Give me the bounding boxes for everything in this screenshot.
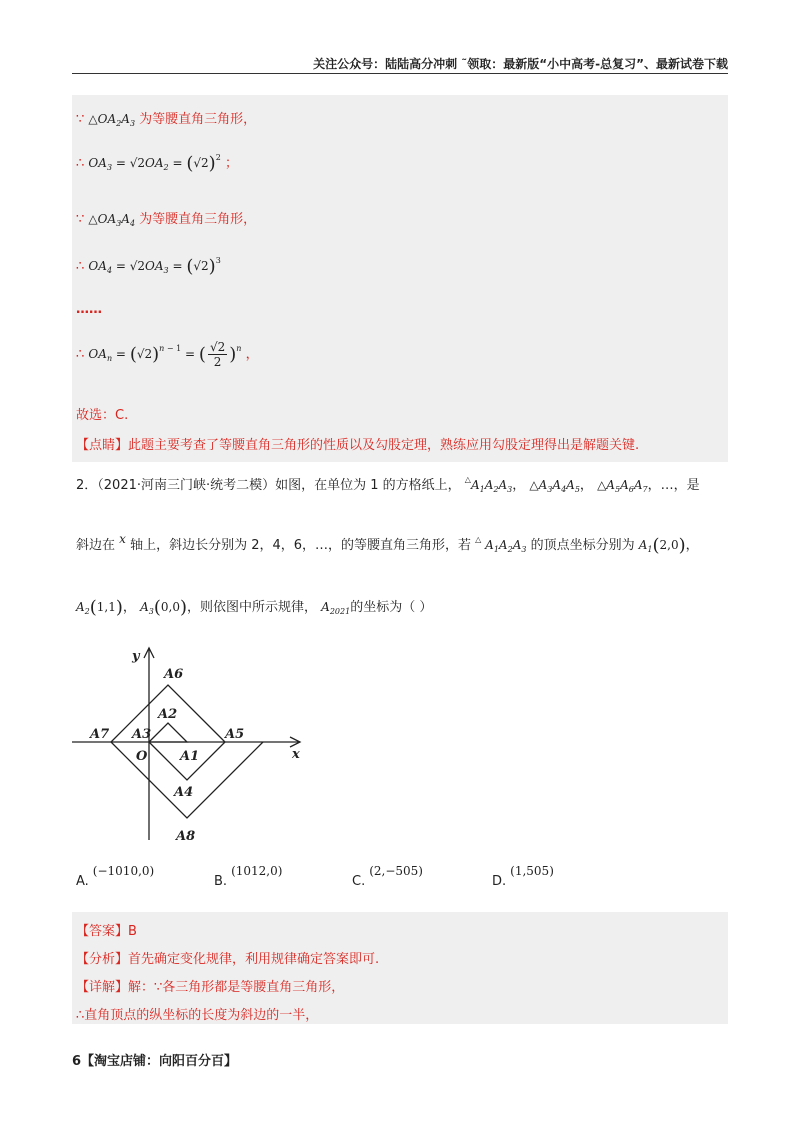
option-a-letter: A. xyxy=(76,874,89,889)
solution-line-5 xyxy=(76,340,259,369)
coordinate-figure xyxy=(60,640,320,855)
triangle-a5a6a7: $\triangle A_5A_6A_7$ xyxy=(597,478,648,494)
label-a8: A8 xyxy=(176,829,196,844)
isosceles-right-text-1: 为等腰直角三角形， xyxy=(139,112,257,127)
detail-line-2: ∴直角顶点的纵坐标的长度为斜边的一半， xyxy=(76,1008,319,1023)
equation-oa3: $OA_3 = √2OA_2 = (√2)^2$ xyxy=(88,153,221,174)
option-b-value: (1012,0) xyxy=(231,864,283,878)
x-axis-symbol: x xyxy=(119,532,126,546)
detail-line xyxy=(76,976,344,995)
label-x: x xyxy=(292,747,300,762)
label-a2: A2 xyxy=(158,707,178,722)
page-footer: 6【淘宝店铺：向阳百分百】 xyxy=(72,1054,238,1069)
because-symbol: ∵ xyxy=(76,112,85,127)
analysis-label: 【分析】 xyxy=(76,952,129,967)
label-a4: A4 xyxy=(174,785,194,800)
option-b xyxy=(214,864,283,889)
label-a5: A5 xyxy=(225,727,245,742)
label-y: y xyxy=(132,649,140,664)
question-line-1: 2．（2021·河南三门峡·统考二模）如图，在单位为 1 的方格纸上， $^\triangle A_1A_2A_3$， $\triangle A_3A_4A_5$， $\triangle A_5A_6A_7$，…，是 xyxy=(76,475,700,494)
option-d xyxy=(492,864,554,889)
answer-value: B xyxy=(128,924,137,939)
analysis-body: 首先确定变化规律，利用规律确定答案即可. xyxy=(128,952,380,967)
detail-body: 解：∵各三角形都是等腰直角三角形， xyxy=(128,980,345,995)
triangle-oa3a4: $\triangle OA_3A_4$ xyxy=(88,212,136,228)
question-intro: 2．（2021·河南三门峡·统考二模）如图，在单位为 1 的方格纸上， xyxy=(76,478,461,493)
question-line-3 xyxy=(76,596,432,618)
triangle-a3a4a5: $\triangle A_3A_4A_5$ xyxy=(529,478,580,494)
equation-n-tail: ， xyxy=(245,347,259,362)
label-a1: A1 xyxy=(180,749,200,764)
solution-ellipsis: …… xyxy=(76,302,102,317)
solution-line-2 xyxy=(76,152,238,174)
page-header: 关注公众号：陆陆高分冲刺 ˜领取：最新版“小中高考-总复习”、最新试卷下载 xyxy=(313,57,728,71)
solution-line-3 xyxy=(76,208,256,228)
question-line-3-sep: ， xyxy=(122,600,136,615)
label-origin: O xyxy=(136,749,148,764)
comment-label: 【点睛】 xyxy=(76,438,129,453)
point-a3: $A_3(0,0)$ xyxy=(140,597,187,618)
equation-oa4: $OA_4 = √2OA_3 = (√2)^3$ xyxy=(88,256,221,277)
comment-line xyxy=(76,434,639,453)
triangle-a1a2a3-ref: △ $A_1A_2A_3$ xyxy=(475,535,527,554)
therefore-symbol-2: ∴ xyxy=(76,259,85,274)
question-line-3-b: ，则依图中所示规律， xyxy=(187,600,318,615)
label-a6: A6 xyxy=(164,667,184,682)
label-a3: A3 xyxy=(132,727,152,742)
therefore-symbol-1: ∴ xyxy=(76,156,85,171)
point-a2021: $A_{2021}$ xyxy=(321,600,351,616)
triangle-a1a2a3: $^\triangle A_1A_2A_3$ xyxy=(464,475,513,494)
because-symbol-2: ∵ xyxy=(76,212,85,227)
question-line-2-b: 轴上，斜边长分别为 2，4，6，…，的等腰直角三角形，若 xyxy=(130,538,472,553)
question-line-2-c: 的顶点坐标分别为 xyxy=(530,538,635,553)
question-line-1-tail: ，…，是 xyxy=(647,478,700,493)
triangle-oa2a3: $\triangle OA_2A_3$ xyxy=(88,112,136,128)
label-a7: A7 xyxy=(90,727,110,742)
detail-label: 【详解】 xyxy=(76,980,129,995)
option-c-letter: C. xyxy=(352,874,366,889)
option-a-value: (−1010,0) xyxy=(92,864,155,878)
question-line-2-a: 斜边在 xyxy=(76,538,116,553)
header-divider xyxy=(72,73,728,74)
option-d-value: (1,505) xyxy=(510,864,554,878)
point-a2: $A_2(1,1)$ xyxy=(76,597,123,618)
option-b-letter: B. xyxy=(214,874,228,889)
comment-body: 此题主要考查了等腰直角三角形的性质以及勾股定理，熟练应用勾股定理得出是解题关键. xyxy=(128,438,640,453)
isosceles-right-text-2: 为等腰直角三角形， xyxy=(139,212,257,227)
option-a xyxy=(76,864,155,889)
answer-label: 【答案】 xyxy=(76,924,129,939)
triangle-small xyxy=(149,723,187,742)
solution-box-top xyxy=(72,95,728,462)
solution-line-1 xyxy=(76,108,256,128)
therefore-symbol-3: ∴ xyxy=(76,347,85,362)
question-line-2: 斜边在 x 轴上，斜边长分别为 2，4，6，…，的等腰直角三角形，若 △ $A_1A_2A_3$ 的顶点坐标分别为 $A_1(2,0)$， xyxy=(76,532,699,556)
option-c-value: (2,−505) xyxy=(369,864,423,878)
analysis-line xyxy=(76,948,379,967)
answer-line xyxy=(76,920,137,939)
option-c xyxy=(352,864,423,889)
solution-line-4 xyxy=(76,256,221,277)
point-a1: $A_1(2,0)$ xyxy=(638,535,686,556)
equation-oan: $OA_n = (√2)^{n - 1}$ = ( $\frac{√2}{2}$ )$^n$ xyxy=(88,340,242,369)
choose-line: 故选：C. xyxy=(76,408,129,423)
option-d-letter: D. xyxy=(492,874,507,889)
question-line-3-c: 的坐标为（ ） xyxy=(350,600,433,615)
equation-1-tail: ； xyxy=(224,156,238,171)
